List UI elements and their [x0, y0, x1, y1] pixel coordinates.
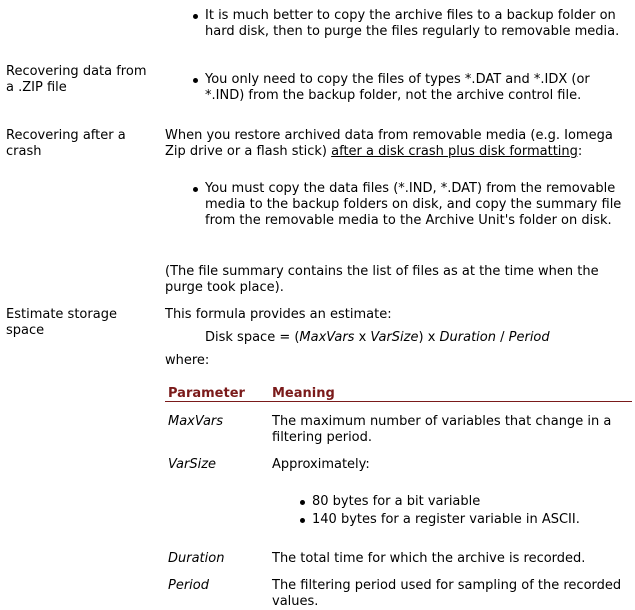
formula-duration: Duration [439, 330, 496, 345]
table-header-parameter: Parameter [168, 386, 245, 401]
table-param [168, 414, 223, 430]
table-meaning: The maximum number of variables that change in a filtering period. [272, 414, 612, 445]
crash-intro-colon: : [577, 144, 583, 159]
param-name: MaxVars [168, 414, 224, 429]
formula-maxvars: MaxVars [299, 330, 355, 345]
section-label-storage: Estimate storage space [6, 307, 117, 338]
crash-intro-underline: after a disk crash plus disk formatting [331, 144, 578, 159]
list-item [312, 512, 622, 528]
crash-note: (The file summary contains the list of files as at the time when the purge took place). [165, 264, 599, 295]
formula-varsize: VarSize [370, 330, 419, 345]
table-param [168, 457, 216, 473]
table-param [168, 551, 224, 567]
crash-intro [165, 128, 630, 160]
crash-intro-text: When you restore archived data from removable media (e.g. Iomega Zip drive or a flash stick) [165, 128, 613, 159]
formula-mid: ) x [418, 330, 440, 345]
formula-slash: / [495, 330, 509, 345]
bullet-text: 140 bytes for a register variable in ASCII. [312, 512, 580, 527]
formula-where: where: [165, 353, 210, 368]
bullet-text: You only need to copy the files of types *.DAT and *.IDX (or *.IND) from the backup folder, not the archive control file. [205, 72, 590, 103]
section-label-crash: Recovering after a crash [6, 128, 126, 159]
table-param [168, 578, 209, 594]
formula-intro: This formula provides an estimate: [165, 307, 392, 322]
param-name: VarSize [168, 457, 217, 472]
param-name: Period [168, 578, 209, 593]
list-item [312, 494, 622, 510]
table-meaning: The total time for which the archive is recorded. [272, 551, 586, 566]
table-meaning: Approximately: [272, 457, 370, 472]
section-label-zip: Recovering data from a .ZIP file [6, 64, 147, 95]
list-item [205, 72, 630, 104]
bullet-text: It is much better to copy the archive files to a backup folder on hard disk, then to purge the files regularly to removable media. [205, 8, 620, 39]
table-header-rule [165, 401, 632, 402]
param-name: Duration [168, 551, 225, 566]
formula-period: Period [508, 330, 550, 345]
formula-prefix: Disk space = ( [205, 330, 300, 345]
table-header-meaning: Meaning [272, 386, 335, 401]
list-item [205, 8, 630, 40]
formula-x: x [354, 330, 371, 345]
list-item [205, 181, 630, 229]
formula [205, 330, 630, 346]
table-meaning: The filtering period used for sampling of the recorded values. [272, 578, 622, 609]
bullet-text: You must copy the data files (*.IND, *.DAT) from the removable media to the backup folders on disk, and copy the summary file from the removable media to the Archive Unit's folder on disk. [205, 181, 622, 228]
bullet-text: 80 bytes for a bit variable [312, 494, 481, 509]
